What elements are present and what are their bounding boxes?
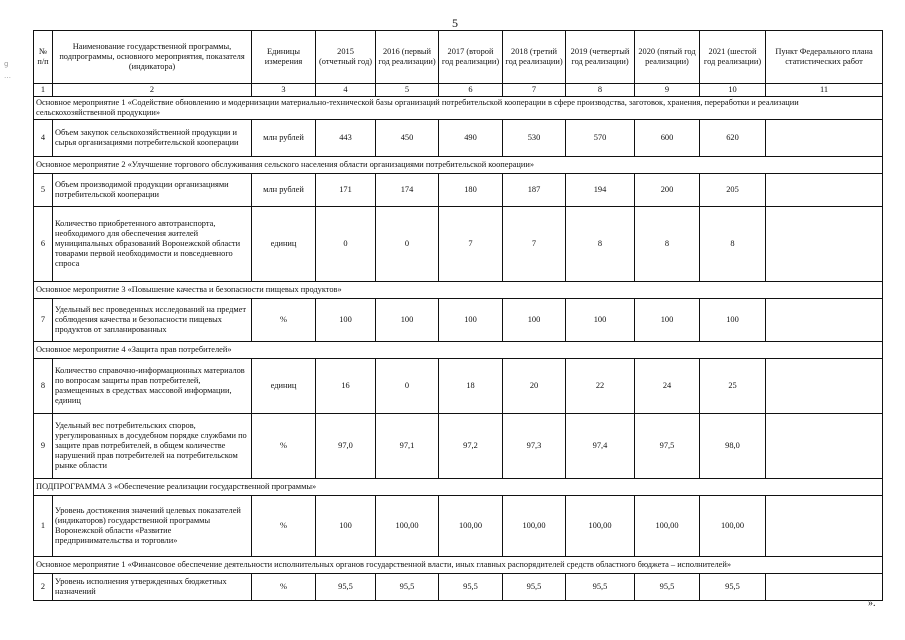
indicator-value: 100,00: [566, 495, 635, 556]
indicator-name: Объем производимой продукции организациями потребительской кооперации: [53, 173, 252, 206]
section-title: Основное мероприятие 1 «Финансовое обеспечение деятельности исполнительных органов государственной власти, иных главных распорядителей средств областного бюджета – исполнителей»: [34, 556, 883, 573]
indicator-value: 97,4: [566, 413, 635, 478]
indicator-value: 530: [503, 119, 566, 156]
indicator-value: 0: [376, 358, 439, 413]
row-number: 4: [34, 119, 53, 156]
indicator-value: 97,1: [376, 413, 439, 478]
indicator-value: 97,0: [316, 413, 376, 478]
indicator-value: 600: [635, 119, 700, 156]
header-2015: 2015 (отчетный год): [316, 31, 376, 84]
indicator-value: 174: [376, 173, 439, 206]
indicator-value: 100: [439, 298, 503, 341]
section-row: [34, 556, 883, 573]
table-row: [34, 358, 883, 413]
table-row: [34, 495, 883, 556]
column-number: 1: [34, 84, 53, 97]
indicator-value: 8: [700, 206, 766, 281]
indicator-value: 443: [316, 119, 376, 156]
row-number: 2: [34, 573, 53, 600]
table-body: [34, 96, 883, 600]
indicator-value: 100,00: [503, 495, 566, 556]
indicator-value: 22: [566, 358, 635, 413]
row-number: 7: [34, 298, 53, 341]
indicator-value: 97,3: [503, 413, 566, 478]
indicator-value: 100: [700, 298, 766, 341]
header-2016: 2016 (первый год реализации): [376, 31, 439, 84]
indicator-name: Уровень достижения значений целевых показателей (индикаторов) государственной программы Воронежской области «Развитие предпринимательства и торговли»: [53, 495, 252, 556]
column-number: 5: [376, 84, 439, 97]
indicator-value: 95,5: [316, 573, 376, 600]
indicator-value: 95,5: [503, 573, 566, 600]
indicator-value: 8: [635, 206, 700, 281]
indicator-value: 97,5: [635, 413, 700, 478]
row-number: 1: [34, 495, 53, 556]
plan-item: [766, 206, 883, 281]
indicator-value: 570: [566, 119, 635, 156]
indicator-unit: %: [252, 495, 316, 556]
indicator-unit: %: [252, 573, 316, 600]
indicator-unit: млн рублей: [252, 119, 316, 156]
indicator-name: Уровень исполнения утвержденных бюджетных назначений: [53, 573, 252, 600]
indicator-name: Количество приобретенного автотранспорта, необходимого для обеспечения жителей муниципальных образований Воронежской области товарами первой необходимости и повседневного спроса: [53, 206, 252, 281]
indicator-value: 16: [316, 358, 376, 413]
indicator-value: 200: [635, 173, 700, 206]
indicator-value: 7: [439, 206, 503, 281]
plan-item: [766, 495, 883, 556]
plan-item: [766, 119, 883, 156]
indicator-value: 100: [566, 298, 635, 341]
column-number: 7: [503, 84, 566, 97]
indicator-value: 100,00: [700, 495, 766, 556]
column-number: 3: [252, 84, 316, 97]
indicator-value: 0: [316, 206, 376, 281]
column-number: 11: [766, 84, 883, 97]
plan-item: [766, 413, 883, 478]
indicator-value: 98,0: [700, 413, 766, 478]
indicator-value: 205: [700, 173, 766, 206]
indicator-unit: млн рублей: [252, 173, 316, 206]
indicator-value: 100: [503, 298, 566, 341]
row-number: 9: [34, 413, 53, 478]
header-2017: 2017 (второй год реализации): [439, 31, 503, 84]
indicator-unit: единиц: [252, 358, 316, 413]
page-number: 5: [452, 16, 458, 30]
indicator-value: 187: [503, 173, 566, 206]
indicator-name: Удельный вес проведенных исследований на предмет соблюдения качества и безопасности пищевых продуктов от запланированных: [53, 298, 252, 341]
row-number: 8: [34, 358, 53, 413]
indicator-value: 490: [439, 119, 503, 156]
indicator-name: Удельный вес потребительских споров, урегулированных в досудебном порядке службами по защите прав потребителей, в общем количестве нарушений прав потребителей на потребительском рынке области: [53, 413, 252, 478]
indicator-value: 100: [316, 298, 376, 341]
header-2020: 2020 (пятый год реализации): [635, 31, 700, 84]
column-number: 4: [316, 84, 376, 97]
indicator-value: 7: [503, 206, 566, 281]
indicator-unit: %: [252, 298, 316, 341]
indicator-value: 25: [700, 358, 766, 413]
indicator-value: 20: [503, 358, 566, 413]
indicator-value: 95,5: [566, 573, 635, 600]
indicator-unit: единиц: [252, 206, 316, 281]
indicator-value: 97,2: [439, 413, 503, 478]
edge-mark: g: [4, 60, 9, 68]
plan-item: [766, 573, 883, 600]
section-row: [34, 341, 883, 358]
indicator-name: Объем закупок сельскохозяйственной продукции и сырья организациями потребительской кооперации: [53, 119, 252, 156]
header-no: № п/п: [34, 31, 53, 84]
indicator-value: 8: [566, 206, 635, 281]
edge-mark: …: [4, 72, 11, 80]
header-name: Наименование государственной программы, подпрограммы, основного мероприятия, показателя (индикатора): [53, 31, 252, 84]
header-2019: 2019 (четвертый год реализации): [566, 31, 635, 84]
table-row: [34, 413, 883, 478]
indicator-unit: %: [252, 413, 316, 478]
section-title: Основное мероприятие 1 «Содействие обновлению и модернизации материально-технической базы организаций потребительской кооперации в сфере производства, заготовок, хранения, переработки и реализации сельскохозяйственной продукции»: [34, 96, 883, 119]
column-number: 6: [439, 84, 503, 97]
table-row: [34, 206, 883, 281]
indicator-value: 95,5: [700, 573, 766, 600]
plan-item: [766, 358, 883, 413]
column-number: 8: [566, 84, 635, 97]
indicator-value: 194: [566, 173, 635, 206]
indicator-value: 95,5: [376, 573, 439, 600]
indicator-value: 180: [439, 173, 503, 206]
indicator-value: 100,00: [635, 495, 700, 556]
indicator-value: 620: [700, 119, 766, 156]
closing-quote: ».: [868, 598, 876, 609]
plan-item: [766, 298, 883, 341]
column-number: 2: [53, 84, 252, 97]
section-title: ПОДПРОГРАММА 3 «Обеспечение реализации государственной программы»: [34, 478, 883, 495]
indicator-value: 100: [376, 298, 439, 341]
indicator-value: 100: [635, 298, 700, 341]
column-number: 9: [635, 84, 700, 97]
header-2018: 2018 (третий год реализации): [503, 31, 566, 84]
section-title: Основное мероприятие 2 «Улучшение торгового обслуживания сельского населения области организациями потребительской кооперации»: [34, 156, 883, 173]
indicator-value: 450: [376, 119, 439, 156]
header-unit: Единицы измерения: [252, 31, 316, 84]
indicator-name: Количество справочно-информационных материалов по вопросам защиты прав потребителей, размещенных в средствах массовой информации, единиц: [53, 358, 252, 413]
indicator-value: 24: [635, 358, 700, 413]
table-row: [34, 298, 883, 341]
indicator-value: 171: [316, 173, 376, 206]
indicators-table: [33, 30, 883, 601]
indicator-value: 95,5: [439, 573, 503, 600]
plan-item: [766, 173, 883, 206]
header-plan: Пункт Федерального плана статистических работ: [766, 31, 883, 84]
indicator-value: 18: [439, 358, 503, 413]
row-number: 6: [34, 206, 53, 281]
header-2021: 2021 (шестой год реализации): [700, 31, 766, 84]
row-number: 5: [34, 173, 53, 206]
section-row: [34, 156, 883, 173]
section-title: Основное мероприятие 4 «Защита прав потребителей»: [34, 341, 883, 358]
table-row: [34, 573, 883, 600]
indicator-value: 100: [316, 495, 376, 556]
section-row: [34, 96, 883, 119]
section-row: [34, 478, 883, 495]
indicator-value: 95,5: [635, 573, 700, 600]
indicator-value: 0: [376, 206, 439, 281]
column-number: 10: [700, 84, 766, 97]
indicator-value: 100,00: [376, 495, 439, 556]
section-title: Основное мероприятие 3 «Повышение качества и безопасности пищевых продуктов»: [34, 281, 883, 298]
section-row: [34, 281, 883, 298]
table-row: [34, 119, 883, 156]
table-row: [34, 173, 883, 206]
indicator-value: 100,00: [439, 495, 503, 556]
